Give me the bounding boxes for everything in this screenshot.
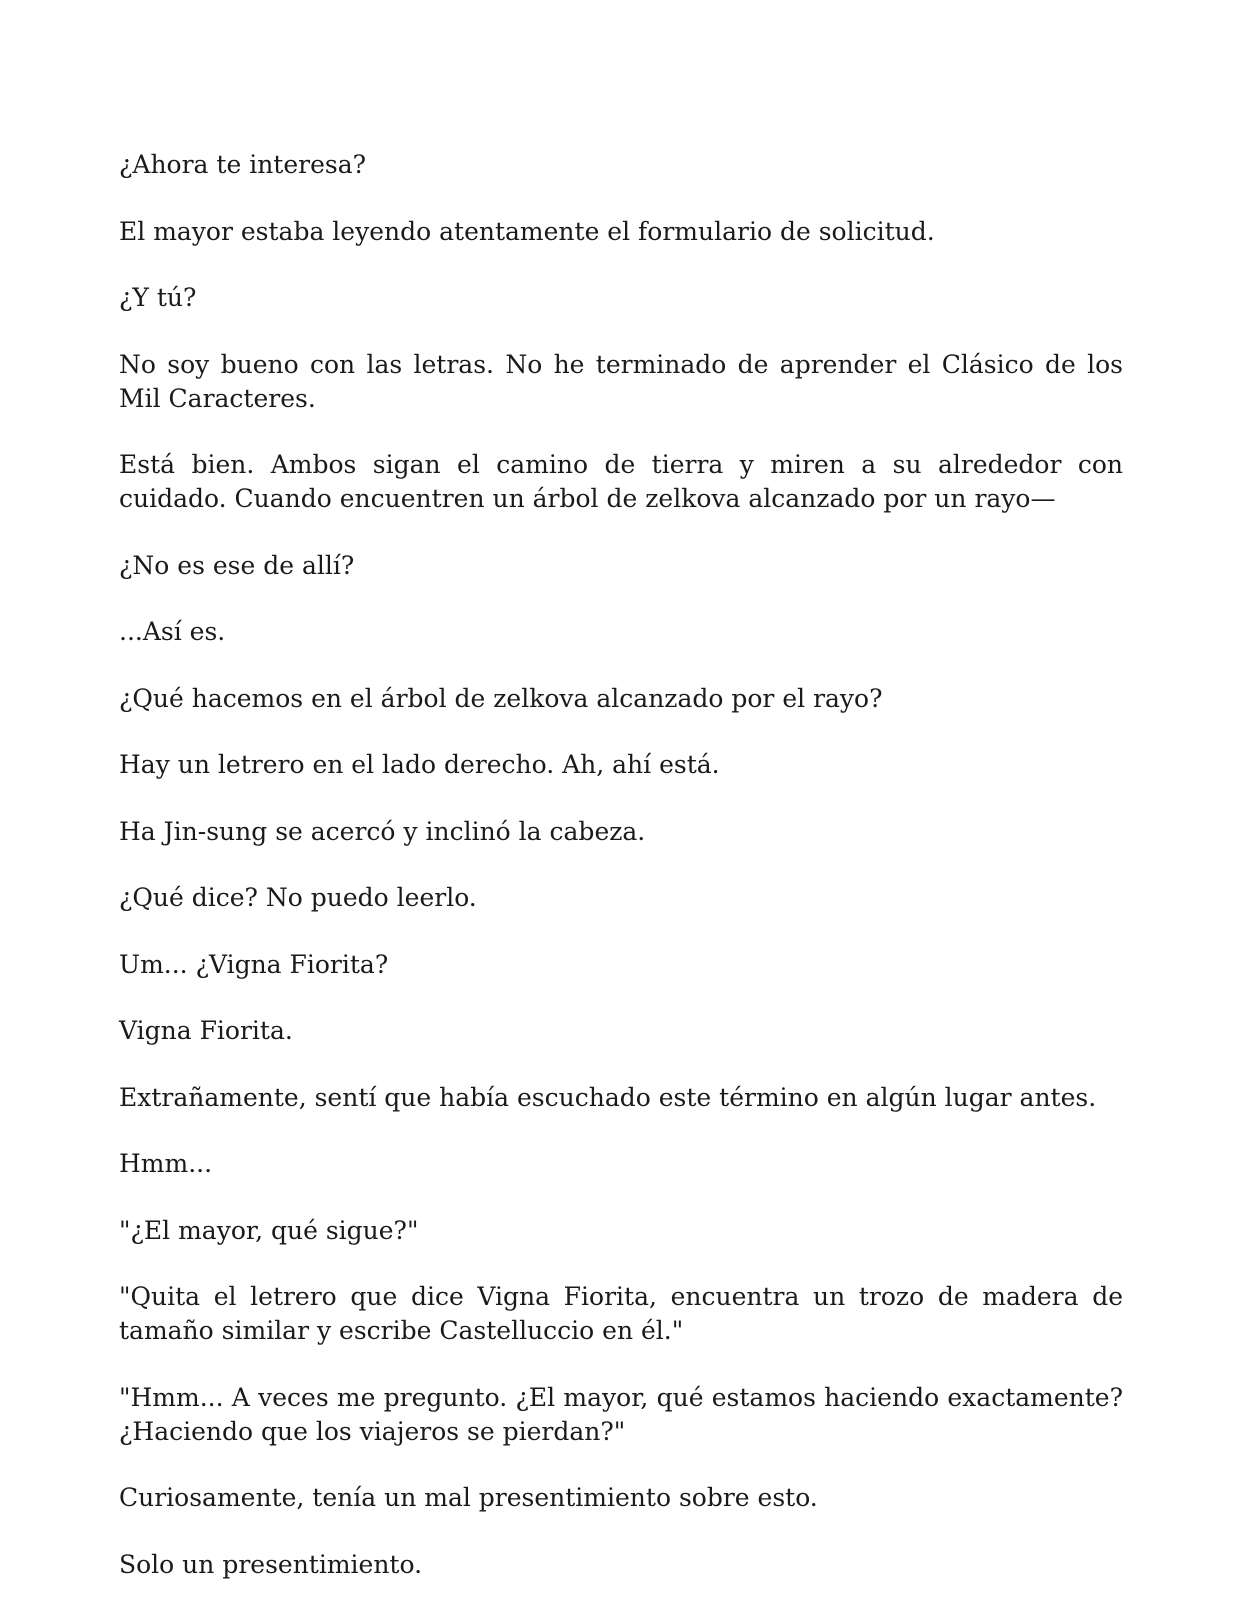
paragraph: ¿Qué hacemos en el árbol de zelkova alcanzado por el rayo? [119, 683, 883, 713]
paragraph: Hay un letrero en el lado derecho. Ah, ahí está. [119, 750, 720, 779]
paragraph: Extrañamente, sentí que había escuchado este término en algún lugar antes. [119, 1082, 1097, 1112]
paragraph: Hmm... [119, 1149, 213, 1178]
paragraph: Ha Jin-sung se acercó y inclinó la cabeza. [119, 816, 646, 846]
paragraph: "Hmm... A veces me pregunto. ¿El mayor, qué estamos haciendo exactamente? ¿Haciendo que los viajeros se pierdan?" [119, 1382, 1123, 1446]
paragraph: ...Así es. [119, 617, 226, 646]
paragraph: ¿Qué dice? No puedo leerlo. [119, 883, 477, 912]
paragraph: No soy bueno con las letras. No he terminado de aprender el Clásico de los Mil Caracteres. [119, 349, 1123, 413]
paragraph: "¿El mayor, qué sigue?" [119, 1215, 419, 1245]
paragraph: Curiosamente, tenía un mal presentimiento sobre esto. [119, 1483, 818, 1512]
paragraph: ¿No es ese de allí? [119, 550, 355, 580]
paragraph: Está bien. Ambos sigan el camino de tierra y miren a su alrededor con cuidado. Cuando encuentren un árbol de zelkova alcanzado por un rayo— [119, 450, 1123, 513]
document-body [119, 148, 1123, 1614]
paragraph: El mayor estaba leyendo atentamente el formulario de solicitud. [119, 216, 935, 246]
paragraph: Solo un presentimiento. [119, 1549, 423, 1579]
paragraph: Vigna Fiorita. [119, 1016, 293, 1045]
paragraph: ¿Y tú? [119, 283, 197, 312]
paragraph: Um... ¿Vigna Fiorita? [119, 949, 389, 979]
paragraph: "Quita el letrero que dice Vigna Fiorita, encuentra un trozo de madera de tamaño similar y escribe Castelluccio en él." [119, 1282, 1123, 1345]
paragraph: ¿Ahora te interesa? [119, 150, 367, 179]
